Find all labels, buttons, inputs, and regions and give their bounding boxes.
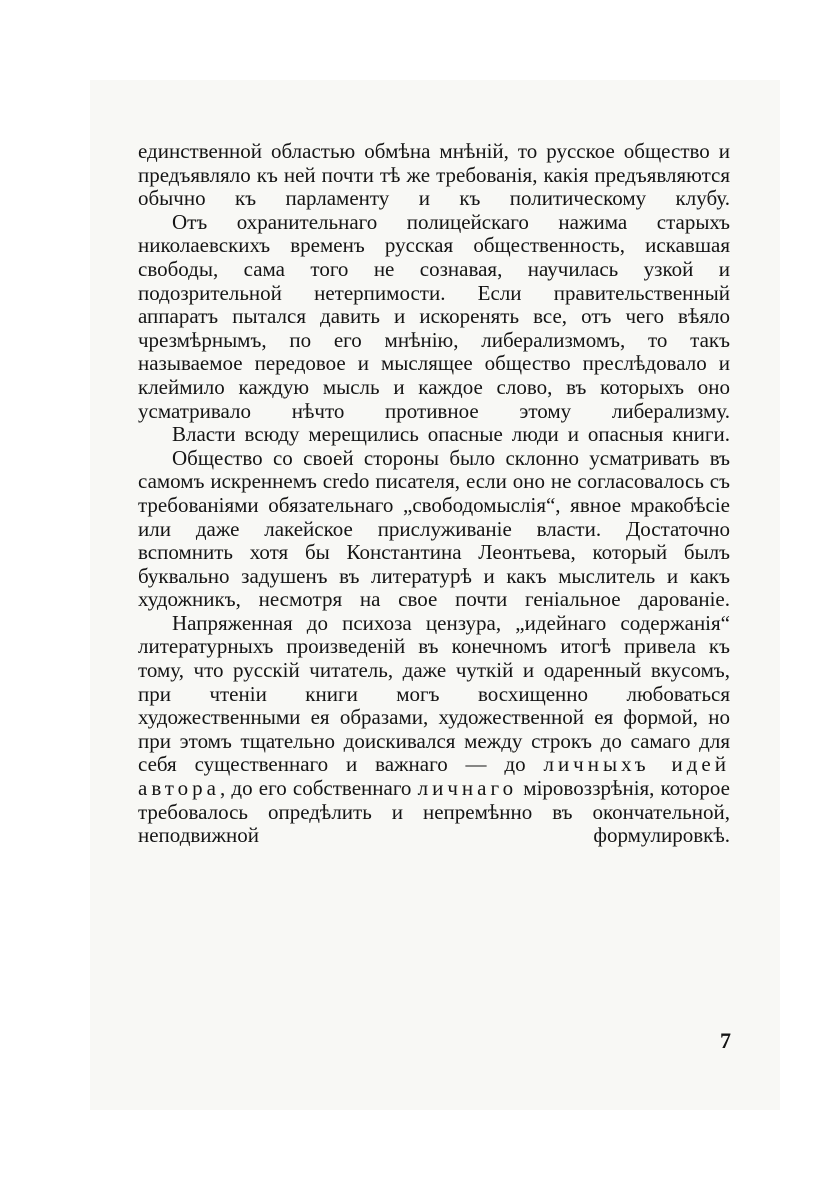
paragraph-5-text-after: міровоззрѣнія, которое требовалось опредѣлить и непремѣнно въ окончательной, неподвижной формулировкѣ.: [138, 776, 730, 848]
paragraph-5-spaced-emphasis-1: личныхъ идей автора: [138, 752, 730, 801]
paragraph-5: [138, 612, 730, 848]
page-body-text: [138, 140, 730, 848]
paragraph-4: Общество со своей стороны было склонно усматривать въ самомъ искреннемъ credo писателя, если оно не согласовалось съ требованіями обязательнаго „свободомыслія“, явное мракобѣсіе или даже лакейское прислуживаніе власти. Достаточно вспомнить хотя бы Константина Леонтьева, который былъ буквально задушенъ въ литературѣ и какъ мыслитель и какъ художникъ, несмотря на свое почти геніальное дарованіе.: [138, 445, 730, 612]
paragraph-5-text-before: Напряженная до психоза цензура, „идейнаго содержанія“ литературныхъ произведеній въ конечномъ итогѣ привела къ тому, что русскій читатель, даже чуткій и одаренный вкусомъ, при чтеніи книги могъ восхищенно любоваться художественными ея образами, художественной ея формой, но при этомъ тщательно доискивался между строкъ до самаго для себя существеннаго и важнаго — до: [138, 610, 730, 777]
paragraph-3: Власти всюду мерещились опасные люди и опасныя книги.: [172, 422, 730, 447]
paragraph-2: Отъ охранительнаго полицейскаго нажима старыхъ николаевскихъ временъ русская общественность, искавшая свободы, сама того не сознавая, научилась узкой и подозрительной нетерпимости. Если правительственный аппаратъ пытался давить и искоренять все, отъ чего вѣяло чрезмѣрнымъ, по его мнѣнію, либерализмомъ, то такъ называемое передовое и мыслящее общество преслѣдовало и клеймило каждую мысль и каждое слово, въ которыхъ оно усматривало нѣчто противное этому либерализму.: [138, 209, 730, 423]
page-number: 7: [720, 1028, 731, 1053]
book-page: [90, 80, 780, 1110]
paragraph-5-text-middle: , до его собственнаго: [219, 776, 418, 801]
paragraph-5-spaced-emphasis-2: личнаго: [417, 776, 518, 801]
paragraph-1: единственной областью обмѣна мнѣній, то русское общество и предъявляло къ ней почти тѣ же требованія, какія предъявляются обычно къ парламенту и къ политическому клубу.: [138, 139, 730, 211]
